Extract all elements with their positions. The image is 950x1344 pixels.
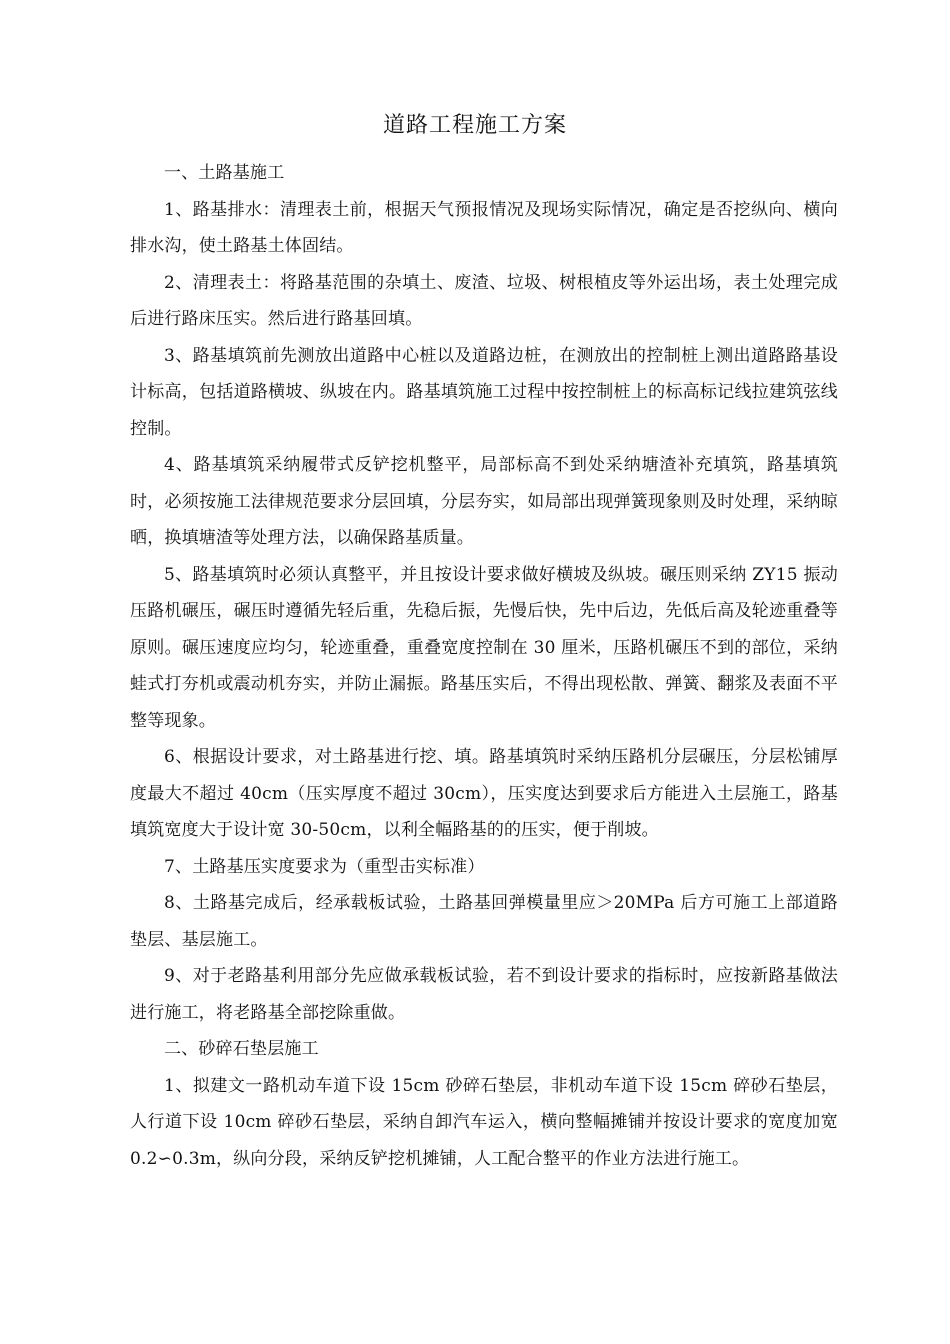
document-body (130, 155, 838, 1177)
paragraph-survey-staking: 3、路基填筑前先测放出道路中心桩以及道路边桩，在测放出的控制桩上测出道路路基设计标高，包括道路横坡、纵坡在内。路基填筑施工过程中按控制桩上的标高标记线拉建筑弦线控制。 (130, 345, 838, 439)
paragraph-compaction-standard: 7、土路基压实度要求为（重型击实标准） (164, 856, 485, 877)
document-title: 道路工程施工方案 (382, 113, 567, 138)
paragraph-fill-leveling: 4、路基填筑采纳履带式反铲挖机整平，局部标高不到处采纳塘渣补充填筑，路基填筑时，必须按施工法律规范要求分层回填，分层夯实，如局部出现弹簧现象则及时处理，采纳晾晒，换填塘渣等处理方法，以确保路基质量。 (130, 455, 838, 548)
paragraph-old-subgrade: 9、对于老路基利用部分先应做承载板试验，若不到设计要求的指标时，应按新路基做法进行施工，将老路基全部挖除重做。 (130, 966, 838, 1023)
paragraph-layered-rolling: 6、根据设计要求，对土路基进行挖、填。路基填筑时采纳压路机分层碾压，分层松铺厚度最大不超过 40cm（压实厚度不超过 30cm），压实度达到要求后方能进入土层施工，路基填筑宽度大于设计宽 30-50cm，以利全幅路基的的压实，便于削坡。 (130, 747, 838, 840)
paragraph-topsoil-clearing: 2、清理表土：将路基范围的杂填土、废渣、垃圾、树根植皮等外运出场，表土处理完成后进行路床压实。然后进行路基回填。 (130, 272, 838, 329)
section-heading-gravel-cushion: 二、砂碎石垫层施工 (164, 1039, 319, 1059)
paragraph-subgrade-drainage: 1、路基排水：清理表土前，根据天气预报情况及现场实际情况，确定是否挖纵向、横向排水沟，使土路基土体固结。 (130, 199, 838, 256)
paragraph-compaction: 5、路基填筑时必须认真整平，并且按设计要求做好横坡及纵坡。碾压则采纳 ZY15 振动压路机碾压，碾压时遵循先轻后重，先稳后振，先慢后快，先中后边，先低后高及轮迹重叠等原则。碾压速度应均匀，轮迹重叠，重叠宽度控制在 30 厘米，压路机碾压不到的部位，采纳蛙式打夯机或震动机夯实，并防止漏振。路基压实后，不得出现松散、弹簧、翻浆及表面不平整等现象。 (130, 564, 838, 731)
section-heading-subgrade: 一、土路基施工 (164, 163, 285, 183)
paragraph-gravel-cushion-layers: 1、拟建文一路机动车道下设 15cm 砂碎石垫层，非机动车道下设 15cm 碎砂石垫层，人行道下设 10cm 碎砂石垫层，采纳自卸汽车运入，横向整幅摊铺并按设计要求的宽度加宽 0.2∽0.3m，纵向分段，采纳反铲挖机摊铺，人工配合整平的作业方法进行施工。 (130, 1075, 838, 1169)
paragraph-bearing-plate-test: 8、土路基完成后，经承载板试验，土路基回弹模量里应＞20MPa 后方可施工上部道路垫层、基层施工。 (130, 893, 838, 950)
